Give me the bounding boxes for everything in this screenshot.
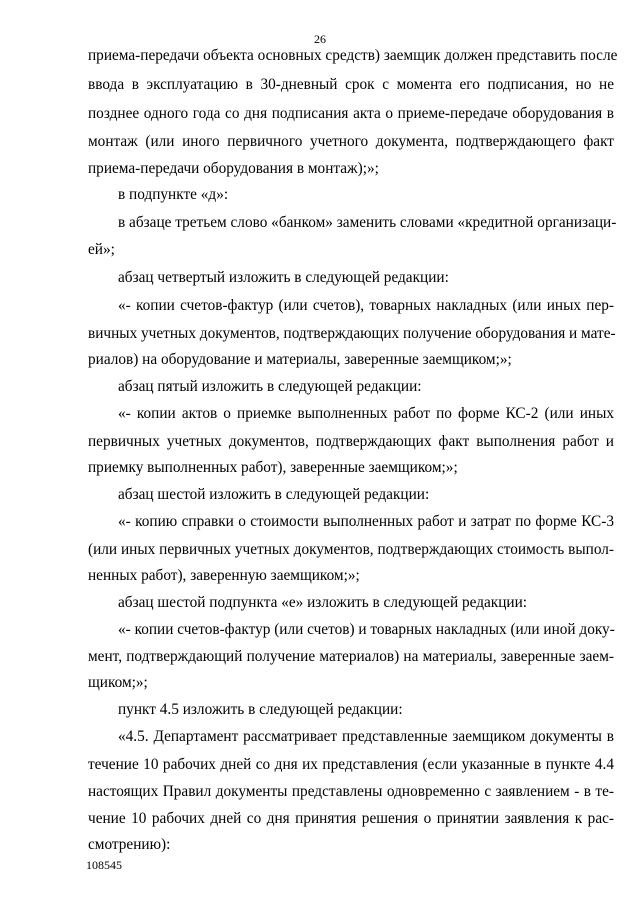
text-line: мент, подтверждающий получение материалов) на материалы, заверенные заем-	[88, 648, 614, 665]
text-line: ввода в эксплуатацию в 30-дневный срок с момента его подписания, но не	[88, 76, 614, 93]
text-line: «4.5. Департамент рассматривает представленные заемщиком документы в	[118, 728, 614, 745]
text-line: риалов) на оборудование и материалы, заверенные заемщиком;»;	[88, 351, 512, 368]
text-line: течение 10 рабочих дней со дня их представления (если указанные в пункте 4.4	[88, 756, 614, 773]
text-line: первичных учетных документов, подтверждающих факт выполнения работ и	[88, 433, 614, 450]
text-line: (или иных первичных учетных документов, подтверждающих стоимость выпол-	[88, 541, 614, 558]
text-line: абзац пятый изложить в следующей редакции:	[118, 378, 422, 395]
text-line: настоящих Правил документы представлены одновременно с заявлением - в те-	[88, 783, 614, 800]
text-line: приемку выполненных работ), заверенные заемщиком;»;	[88, 459, 458, 476]
text-line: в подпункте «д»:	[118, 186, 229, 203]
text-line: смотрению):	[88, 836, 171, 853]
text-line: абзац шестой подпункта «е» изложить в следующей редакции:	[118, 594, 528, 611]
text-line: пункт 4.5 изложить в следующей редакции:	[118, 701, 403, 718]
text-line: позднее одного года со дня подписания акта о приеме-передаче оборудования в	[88, 105, 614, 122]
text-line: в абзаце третьем слово «банком» заменить словами «кредитной организаци-	[118, 214, 617, 231]
text-line: «- копии счетов-фактур (или счетов), товарных накладных (или иных пер-	[118, 297, 614, 314]
text-line: приема-передачи объекта основных средств) заемщик должен представить после	[88, 47, 618, 64]
text-line: абзац четвертый изложить в следующей редакции:	[118, 269, 449, 286]
text-line: щиком;»;	[88, 674, 148, 691]
text-line: «- копии счетов-фактур (или счетов) и товарных накладных (или иной доку-	[118, 621, 615, 638]
text-line: «- копии актов о приемке выполненных работ по форме КС-2 (или иных	[118, 405, 614, 422]
text-line: ей»;	[88, 241, 115, 258]
document-code: 108545	[86, 858, 122, 872]
text-line: монтаж (или иного первичного учетного документа, подтверждающего факт	[88, 133, 614, 150]
text-line: вичных учетных документов, подтверждающих получение оборудования и мате-	[88, 325, 616, 342]
text-line: чение 10 рабочих дней со дня принятия решения о принятии заявления к рас-	[88, 810, 614, 827]
page-number: 26	[314, 32, 326, 46]
text-line: «- копию справки о стоимости выполненных работ и затрат по форме КС-3	[118, 513, 614, 530]
text-line: приема-передачи оборудования в монтаж);»;	[88, 160, 379, 177]
text-line: ненных работ), заверенную заемщиком;»;	[88, 567, 360, 584]
text-line: абзац шестой изложить в следующей редакции:	[118, 486, 430, 503]
